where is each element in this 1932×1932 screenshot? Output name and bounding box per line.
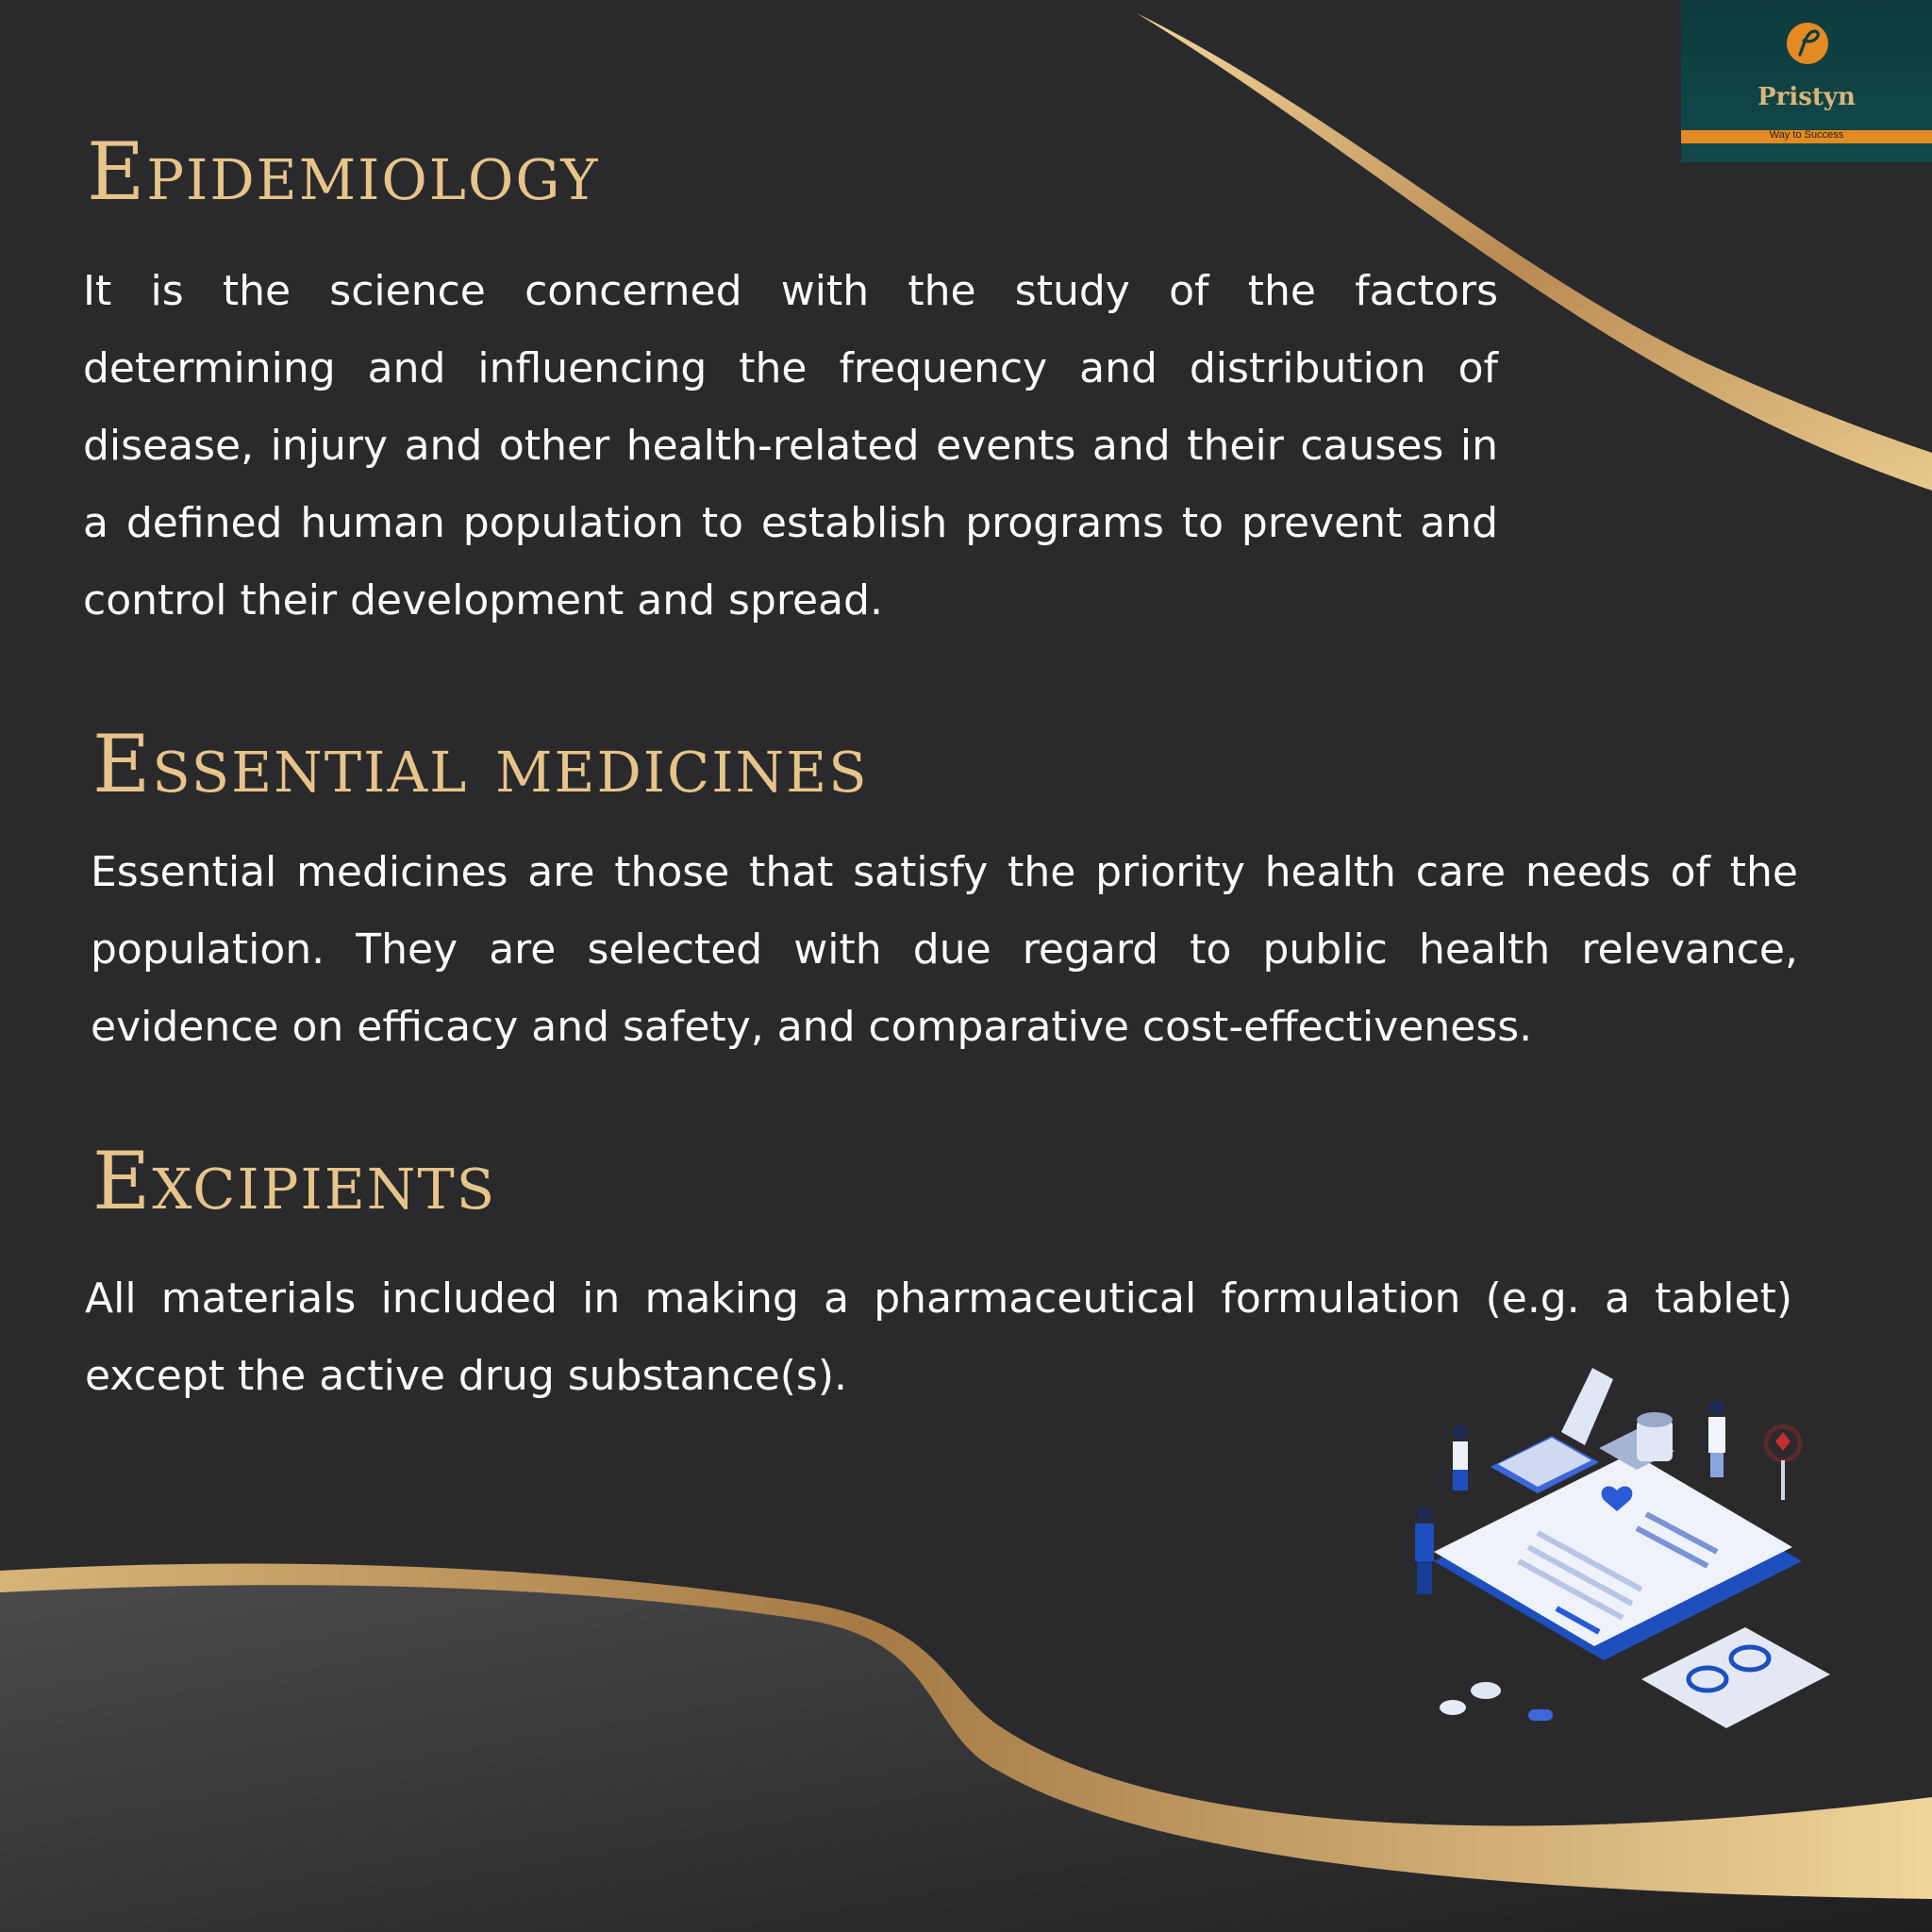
- map-pin-icon: [1766, 1426, 1800, 1500]
- clipboard-icon: [1434, 1429, 1802, 1660]
- jar-icon: [1637, 1412, 1673, 1461]
- text-excipients: All materials included in making a pharmaceutical formulation (e.g. a tablet) except the active drug substance(s).: [85, 1274, 1792, 1400]
- text-essential-medicines: Essential medicines are those that satisfy the priority health care needs of the population. They are selected with due regard to public health relevance, evidence on efficacy and safety, and comparative cost-effectiveness.: [91, 848, 1798, 1051]
- logo-name: Pristyn: [1757, 83, 1856, 111]
- pristyn-logo: [1681, 0, 1932, 162]
- doctor-icon: [1708, 1400, 1725, 1477]
- person-icon: [1453, 1424, 1468, 1491]
- glasses-icon: [1641, 1627, 1830, 1728]
- p-monogram-icon: [1785, 21, 1830, 66]
- medical-prescription-clipboard-illustration: [1396, 1358, 1849, 1755]
- heading-epidemiology: Epidemiology: [87, 125, 600, 218]
- text-epidemiology: It is the science concerned with the study of the factors determining and influencing the frequency and distribution of disease, injury and other health-related events and their causes in a defined human population to establish programs to prevent and control their development and spread.: [83, 267, 1498, 625]
- heading-excipients: Excipients: [92, 1135, 497, 1227]
- heading-essential-medicines: Essential medicines: [92, 718, 869, 810]
- pill-icon: [1440, 1682, 1553, 1721]
- logo-tagline: Way to Success: [1769, 129, 1844, 141]
- receipt-icon: [1561, 1368, 1613, 1445]
- worker-icon: [1415, 1507, 1434, 1594]
